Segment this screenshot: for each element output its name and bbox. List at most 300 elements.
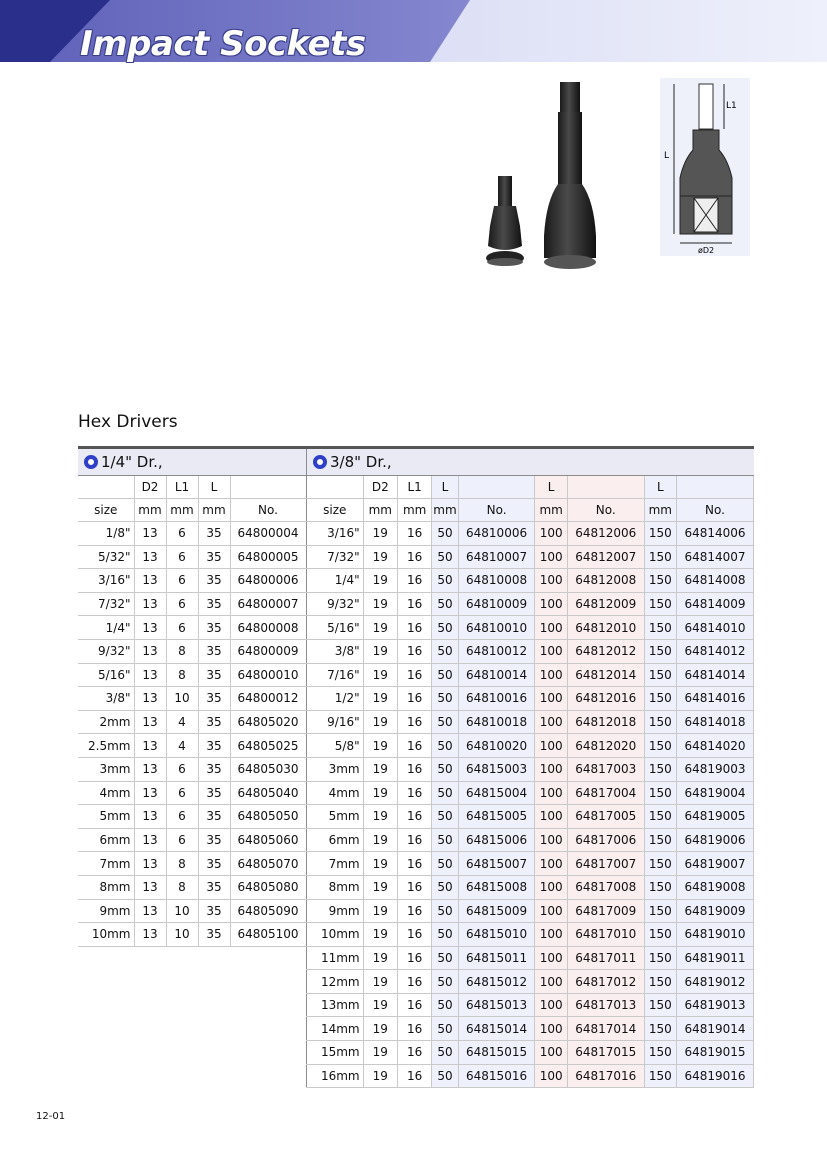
size-cell: 7mm: [307, 852, 364, 876]
value-cell: 150: [644, 1041, 676, 1065]
size-cell: 4mm: [307, 781, 364, 805]
header-banner: [0, 0, 827, 62]
table-row: [78, 757, 306, 781]
blank-cell: [676, 476, 753, 499]
value-cell: 64805070: [230, 852, 306, 876]
value-cell: 150: [644, 734, 676, 758]
value-cell: 64805080: [230, 875, 306, 899]
col-label: D2: [363, 476, 397, 499]
unit-label: mm: [198, 499, 230, 522]
blank-cell: [458, 476, 535, 499]
size-cell: 3/16": [78, 569, 134, 593]
value-cell: 16: [397, 923, 431, 947]
table-row: [307, 734, 754, 758]
value-cell: 13: [134, 592, 166, 616]
value-cell: 10: [166, 687, 198, 711]
value-cell: 50: [432, 710, 458, 734]
value-cell: 64819006: [676, 828, 753, 852]
table-row: [307, 616, 754, 640]
size-cell: 3mm: [78, 757, 134, 781]
value-cell: 64815009: [458, 899, 535, 923]
value-cell: 50: [432, 1064, 458, 1088]
table-row: [78, 852, 306, 876]
value-cell: 64812009: [567, 592, 644, 616]
value-cell: 64810006: [458, 522, 535, 546]
value-cell: 6: [166, 522, 198, 546]
table-row: [78, 828, 306, 852]
value-cell: 150: [644, 639, 676, 663]
col-label: L: [644, 476, 676, 499]
value-cell: 64817004: [567, 781, 644, 805]
value-cell: 50: [432, 1041, 458, 1065]
value-cell: 16: [397, 616, 431, 640]
value-cell: 64814010: [676, 616, 753, 640]
value-cell: 6: [166, 828, 198, 852]
value-cell: 100: [535, 1017, 567, 1041]
table-row: [307, 993, 754, 1017]
size-cell: 11mm: [307, 946, 364, 970]
value-cell: 16: [397, 522, 431, 546]
value-cell: 150: [644, 1017, 676, 1041]
value-cell: 64800012: [230, 687, 306, 711]
value-cell: 64814012: [676, 639, 753, 663]
value-cell: 8: [166, 663, 198, 687]
table-row: [78, 663, 306, 687]
value-cell: 35: [198, 875, 230, 899]
value-cell: 64819004: [676, 781, 753, 805]
value-cell: 100: [535, 616, 567, 640]
blank-cell: [567, 476, 644, 499]
size-cell: 5mm: [307, 805, 364, 829]
value-cell: 100: [535, 781, 567, 805]
value-cell: 13: [134, 828, 166, 852]
table-row: [307, 1041, 754, 1065]
value-cell: 50: [432, 805, 458, 829]
value-cell: 16: [397, 852, 431, 876]
value-cell: 64815005: [458, 805, 535, 829]
value-cell: 35: [198, 616, 230, 640]
size-cell: 3/16": [307, 522, 364, 546]
value-cell: 19: [363, 805, 397, 829]
value-cell: 64817011: [567, 946, 644, 970]
table-row: [78, 805, 306, 829]
value-cell: 19: [363, 734, 397, 758]
value-cell: 64810007: [458, 545, 535, 569]
value-cell: 50: [432, 734, 458, 758]
value-cell: 6: [166, 757, 198, 781]
value-cell: 100: [535, 592, 567, 616]
size-cell: 12mm: [307, 970, 364, 994]
value-cell: 150: [644, 522, 676, 546]
value-cell: 35: [198, 569, 230, 593]
value-cell: 64817005: [567, 805, 644, 829]
value-cell: 150: [644, 592, 676, 616]
value-cell: 64819014: [676, 1017, 753, 1041]
col-label: L: [432, 476, 458, 499]
value-cell: 64815006: [458, 828, 535, 852]
blank-cell: [230, 476, 306, 499]
value-cell: 50: [432, 781, 458, 805]
value-cell: 64815008: [458, 875, 535, 899]
value-cell: 64817003: [567, 757, 644, 781]
value-cell: 150: [644, 687, 676, 711]
value-cell: 150: [644, 875, 676, 899]
value-cell: 13: [134, 923, 166, 947]
value-cell: 16: [397, 545, 431, 569]
value-cell: 16: [397, 1017, 431, 1041]
value-cell: 35: [198, 710, 230, 734]
size-cell: 16mm: [307, 1064, 364, 1088]
value-cell: 35: [198, 805, 230, 829]
size-cell: 9/32": [78, 639, 134, 663]
value-cell: 13: [134, 852, 166, 876]
size-cell: 1/4": [307, 569, 364, 593]
value-cell: 16: [397, 781, 431, 805]
table-row: [307, 522, 754, 546]
table-row: [78, 639, 306, 663]
value-cell: 64810010: [458, 616, 535, 640]
value-cell: 64815010: [458, 923, 535, 947]
three-eighths-drive-header: 3/8" Dr.,: [307, 448, 754, 476]
value-cell: 64810020: [458, 734, 535, 758]
value-cell: 13: [134, 687, 166, 711]
size-cell: 9/32": [307, 592, 364, 616]
value-cell: 19: [363, 970, 397, 994]
value-cell: 19: [363, 923, 397, 947]
table-row: [307, 781, 754, 805]
page-number: 12-01: [36, 1111, 66, 1122]
value-cell: 6: [166, 592, 198, 616]
value-cell: 150: [644, 616, 676, 640]
value-cell: 100: [535, 687, 567, 711]
value-cell: 64815012: [458, 970, 535, 994]
value-cell: 13: [134, 663, 166, 687]
value-cell: 64819016: [676, 1064, 753, 1088]
value-cell: 50: [432, 687, 458, 711]
value-cell: 16: [397, 757, 431, 781]
value-cell: 19: [363, 687, 397, 711]
value-cell: 19: [363, 639, 397, 663]
size-cell: 5mm: [78, 805, 134, 829]
unit-label: mm: [432, 499, 458, 522]
value-cell: 100: [535, 639, 567, 663]
value-cell: 16: [397, 828, 431, 852]
table-row: [307, 875, 754, 899]
value-cell: 64812020: [567, 734, 644, 758]
value-cell: 64817016: [567, 1064, 644, 1088]
value-cell: 64819013: [676, 993, 753, 1017]
product-photo: [478, 76, 628, 276]
size-cell: 14mm: [307, 1017, 364, 1041]
value-cell: 100: [535, 734, 567, 758]
value-cell: 100: [535, 522, 567, 546]
value-cell: 50: [432, 522, 458, 546]
value-cell: 50: [432, 757, 458, 781]
value-cell: 4: [166, 734, 198, 758]
value-cell: 16: [397, 592, 431, 616]
table-row: [78, 899, 306, 923]
value-cell: 19: [363, 569, 397, 593]
value-cell: 64817008: [567, 875, 644, 899]
value-cell: 64814014: [676, 663, 753, 687]
value-cell: 64814007: [676, 545, 753, 569]
table-row: [307, 639, 754, 663]
size-cell: 13mm: [307, 993, 364, 1017]
value-cell: 8: [166, 639, 198, 663]
value-cell: 50: [432, 875, 458, 899]
value-cell: 16: [397, 710, 431, 734]
value-cell: 64810008: [458, 569, 535, 593]
value-cell: 35: [198, 781, 230, 805]
circle-bullet-icon: [313, 455, 327, 469]
value-cell: 150: [644, 993, 676, 1017]
value-cell: 100: [535, 923, 567, 947]
value-cell: 64812018: [567, 710, 644, 734]
value-cell: 100: [535, 828, 567, 852]
table-row: [78, 781, 306, 805]
value-cell: 100: [535, 710, 567, 734]
value-cell: 13: [134, 805, 166, 829]
table-row: [307, 545, 754, 569]
size-cell: 1/4": [78, 616, 134, 640]
value-cell: 50: [432, 1017, 458, 1041]
unit-label: mm: [166, 499, 198, 522]
value-cell: 35: [198, 545, 230, 569]
value-cell: 50: [432, 616, 458, 640]
size-cell: 3mm: [307, 757, 364, 781]
table-row: [307, 946, 754, 970]
value-cell: 13: [134, 569, 166, 593]
value-cell: 19: [363, 946, 397, 970]
value-cell: 64812012: [567, 639, 644, 663]
value-cell: 100: [535, 946, 567, 970]
value-cell: 64814008: [676, 569, 753, 593]
value-cell: 64815013: [458, 993, 535, 1017]
value-cell: 64815003: [458, 757, 535, 781]
value-cell: 6: [166, 569, 198, 593]
value-cell: 16: [397, 875, 431, 899]
table-row: [78, 687, 306, 711]
size-cell: 8mm: [307, 875, 364, 899]
table-row: [307, 828, 754, 852]
value-cell: 64819011: [676, 946, 753, 970]
page-title: Impact Sockets: [80, 24, 366, 64]
value-cell: 64810012: [458, 639, 535, 663]
value-cell: 64819003: [676, 757, 753, 781]
value-cell: 64814009: [676, 592, 753, 616]
label-l1: L1: [726, 101, 737, 111]
size-cell: 5/16": [78, 663, 134, 687]
value-cell: 64814006: [676, 522, 753, 546]
value-cell: 64812010: [567, 616, 644, 640]
unit-label: mm: [644, 499, 676, 522]
value-cell: 150: [644, 852, 676, 876]
value-cell: 64805090: [230, 899, 306, 923]
blank-cell: [307, 476, 364, 499]
value-cell: 64819009: [676, 899, 753, 923]
value-cell: 64810018: [458, 710, 535, 734]
value-cell: 16: [397, 970, 431, 994]
value-cell: 64817009: [567, 899, 644, 923]
value-cell: 64800009: [230, 639, 306, 663]
size-cell: 7mm: [78, 852, 134, 876]
value-cell: 150: [644, 946, 676, 970]
value-cell: 19: [363, 616, 397, 640]
value-cell: 100: [535, 569, 567, 593]
value-cell: 50: [432, 970, 458, 994]
value-cell: 50: [432, 946, 458, 970]
value-cell: 150: [644, 757, 676, 781]
size-cell: 5/8": [307, 734, 364, 758]
value-cell: 64800005: [230, 545, 306, 569]
value-cell: 64815007: [458, 852, 535, 876]
value-cell: 64819008: [676, 875, 753, 899]
unit-label: mm: [134, 499, 166, 522]
value-cell: 64814016: [676, 687, 753, 711]
value-cell: 100: [535, 805, 567, 829]
size-cell: 7/32": [307, 545, 364, 569]
value-cell: 19: [363, 522, 397, 546]
size-cell: 9/16": [307, 710, 364, 734]
value-cell: 150: [644, 805, 676, 829]
size-cell: 1/2": [307, 687, 364, 711]
table-row: [307, 569, 754, 593]
value-cell: 64805100: [230, 923, 306, 947]
value-cell: 150: [644, 899, 676, 923]
size-cell: 9mm: [78, 899, 134, 923]
size-cell: 15mm: [307, 1041, 364, 1065]
table-row: [78, 734, 306, 758]
table-row: [307, 899, 754, 923]
value-cell: 64812016: [567, 687, 644, 711]
unit-label: No.: [458, 499, 535, 522]
size-cell: 3/8": [307, 639, 364, 663]
table-row: [78, 710, 306, 734]
value-cell: 64817012: [567, 970, 644, 994]
value-cell: 64817015: [567, 1041, 644, 1065]
value-cell: 50: [432, 569, 458, 593]
unit-label: No.: [230, 499, 306, 522]
value-cell: 6: [166, 781, 198, 805]
value-cell: 64810009: [458, 592, 535, 616]
dimension-diagram: [660, 78, 750, 256]
unit-label: mm: [397, 499, 431, 522]
value-cell: 19: [363, 663, 397, 687]
col-label: L1: [397, 476, 431, 499]
value-cell: 100: [535, 1041, 567, 1065]
value-cell: 13: [134, 734, 166, 758]
value-cell: 64812008: [567, 569, 644, 593]
value-cell: 64815016: [458, 1064, 535, 1088]
value-cell: 64817013: [567, 993, 644, 1017]
value-cell: 64817006: [567, 828, 644, 852]
value-cell: 150: [644, 569, 676, 593]
value-cell: 64812007: [567, 545, 644, 569]
value-cell: 64815011: [458, 946, 535, 970]
table-row: [307, 852, 754, 876]
value-cell: 6: [166, 545, 198, 569]
value-cell: 19: [363, 993, 397, 1017]
value-cell: 13: [134, 875, 166, 899]
table-row: [78, 522, 306, 546]
value-cell: 19: [363, 899, 397, 923]
value-cell: 19: [363, 592, 397, 616]
value-cell: 13: [134, 616, 166, 640]
value-cell: 64805025: [230, 734, 306, 758]
table-row: [307, 1017, 754, 1041]
table-row: [307, 805, 754, 829]
size-cell: 8mm: [78, 875, 134, 899]
value-cell: 64800006: [230, 569, 306, 593]
value-cell: 64812006: [567, 522, 644, 546]
value-cell: 35: [198, 687, 230, 711]
table-row: [307, 757, 754, 781]
value-cell: 64817014: [567, 1017, 644, 1041]
value-cell: 35: [198, 734, 230, 758]
value-cell: 35: [198, 592, 230, 616]
value-cell: 64800007: [230, 592, 306, 616]
value-cell: 13: [134, 639, 166, 663]
value-cell: 16: [397, 1041, 431, 1065]
value-cell: 64800008: [230, 616, 306, 640]
value-cell: 10: [166, 899, 198, 923]
size-cell: 10mm: [78, 923, 134, 947]
blank-cell: [78, 476, 134, 499]
size-cell: 10mm: [307, 923, 364, 947]
value-cell: 64815015: [458, 1041, 535, 1065]
unit-label: mm: [363, 499, 397, 522]
value-cell: 16: [397, 993, 431, 1017]
value-cell: 16: [397, 1064, 431, 1088]
size-cell: 5/32": [78, 545, 134, 569]
value-cell: 150: [644, 710, 676, 734]
value-cell: 19: [363, 852, 397, 876]
size-cell: 7/32": [78, 592, 134, 616]
size-cell: 7/16": [307, 663, 364, 687]
value-cell: 64812014: [567, 663, 644, 687]
value-cell: 64819007: [676, 852, 753, 876]
value-cell: 13: [134, 545, 166, 569]
value-cell: 64805050: [230, 805, 306, 829]
size-cell: 2mm: [78, 710, 134, 734]
value-cell: 100: [535, 852, 567, 876]
value-cell: 64815004: [458, 781, 535, 805]
unit-label: No.: [676, 499, 753, 522]
value-cell: 10: [166, 923, 198, 947]
label-l: L: [664, 151, 670, 161]
value-cell: 13: [134, 899, 166, 923]
unit-label: mm: [535, 499, 567, 522]
value-cell: 35: [198, 639, 230, 663]
value-cell: 64819010: [676, 923, 753, 947]
col-label: L: [198, 476, 230, 499]
col-label: D2: [134, 476, 166, 499]
value-cell: 35: [198, 899, 230, 923]
value-cell: 100: [535, 899, 567, 923]
table-row: [78, 545, 306, 569]
section-title: Hex Drivers: [78, 412, 178, 432]
value-cell: 6: [166, 805, 198, 829]
value-cell: 64819005: [676, 805, 753, 829]
value-cell: 19: [363, 545, 397, 569]
value-cell: 100: [535, 757, 567, 781]
size-cell: 5/16": [307, 616, 364, 640]
value-cell: 64814020: [676, 734, 753, 758]
value-cell: 35: [198, 923, 230, 947]
quarter-drive-table: [78, 446, 307, 947]
size-cell: 2.5mm: [78, 734, 134, 758]
value-cell: 150: [644, 663, 676, 687]
